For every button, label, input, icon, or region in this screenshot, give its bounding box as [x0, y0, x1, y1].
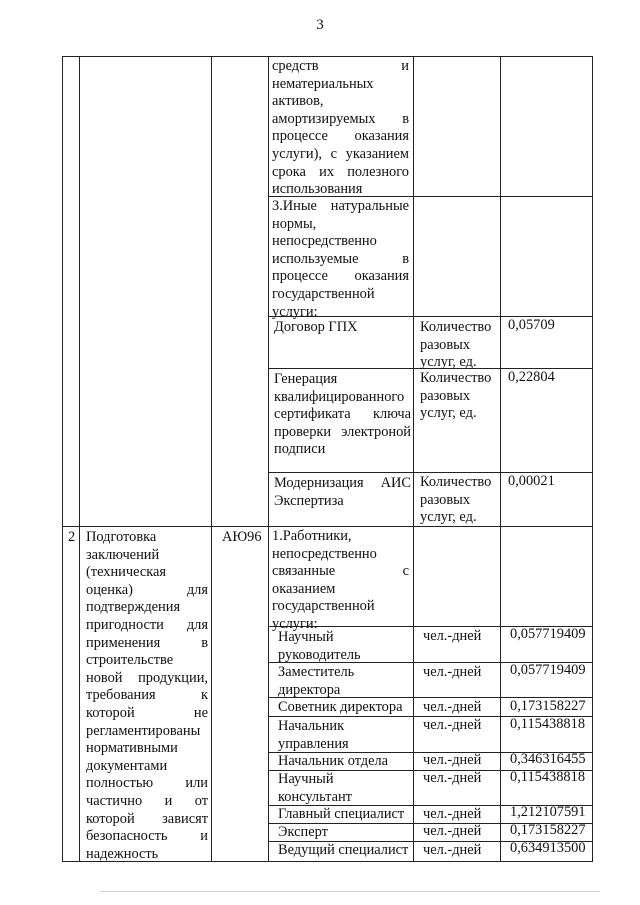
cont-row-3-text: Договор ГПХ [274, 319, 358, 335]
row-line [62, 56, 593, 57]
staff-value: 0,115438818 [510, 769, 586, 785]
staff-role: Заместитель директора [278, 664, 355, 698]
cont-row-1-text: средств и нематериальных активов, амортизируемых в процессе оказания услуги), с указанием срока их полезного использования [272, 58, 409, 198]
staff-value: 0,057719409 [510, 662, 586, 678]
staff-role: Эксперт [278, 824, 328, 840]
staff-role: Начальник управления [278, 718, 349, 752]
staff-unit: чел.-дней [423, 770, 482, 786]
col-line [79, 56, 80, 861]
staff-role: Научный консультант [278, 771, 352, 805]
col-line [268, 56, 269, 861]
page-number: 3 [316, 17, 324, 33]
scan-edge-line [100, 891, 600, 892]
staff-unit: чел.-дней [423, 699, 482, 715]
staff-value: 0,346316455 [510, 751, 586, 767]
cont-row-3-value: 0,05709 [508, 317, 555, 333]
staff-value: 0,173158227 [510, 822, 586, 838]
staff-role: Советник директора [278, 699, 403, 715]
staff-unit: чел.-дней [423, 664, 482, 680]
row-2-header: 1.Работники, непосредственно связанные с оказанием государственной услуги: [272, 528, 409, 632]
cont-row-4-value: 0,22804 [508, 369, 555, 385]
row-2-code: АЮ96 [222, 529, 262, 545]
cont-row-4-text: Генерация квалифицированного сертификата ключа проверки электроной подписи [274, 371, 411, 458]
col-line [413, 56, 414, 861]
staff-unit: чел.-дней [423, 717, 482, 733]
staff-unit: чел.-дней [423, 628, 482, 644]
staff-value: 0,115438818 [510, 716, 586, 732]
staff-role: Ведущий специалист [278, 842, 409, 858]
staff-unit: чел.-дней [423, 823, 482, 839]
staff-value: 1,212107591 [510, 804, 586, 820]
staff-unit: чел.-дней [423, 842, 482, 858]
col-line [62, 56, 63, 861]
staff-value: 0,057719409 [510, 626, 586, 642]
row-line [62, 526, 593, 527]
staff-role: Начальник отдела [278, 753, 389, 769]
cont-row-5-unit: Количество разовых услуг, ед. [420, 474, 492, 526]
cont-row-5-text: Модернизация АИС Экспертиза [274, 475, 411, 509]
staff-unit: чел.-дней [423, 752, 482, 768]
cont-row-5-value: 0,00021 [508, 473, 555, 489]
col-line [500, 56, 501, 861]
row-2-index: 2 [68, 529, 76, 545]
row-2-name: Подготовка заключений (техническая оценка) для подтверждения пригодности для применения в строительстве новой продукции, требования к которой не регламентированы нормативными документами полностью или частично и от которой зависят безопасность и надежность [86, 529, 208, 862]
staff-unit: чел.-дней [423, 806, 482, 822]
cont-row-3-unit: Количество разовых услуг, ед. [420, 319, 492, 371]
staff-role: Главный специалист [278, 806, 405, 822]
staff-value: 0,634913500 [510, 840, 586, 856]
cont-row-4-unit: Количество разовых услуг, ед. [420, 370, 492, 422]
col-line [592, 56, 593, 861]
staff-value: 0,173158227 [510, 698, 586, 714]
cont-row-2-text: 3.Иные натуральные нормы, непосредственно используемые в процессе оказания государственной услуги: [272, 198, 409, 320]
staff-role: Научный руководитель [278, 629, 361, 663]
col-line [211, 56, 212, 861]
